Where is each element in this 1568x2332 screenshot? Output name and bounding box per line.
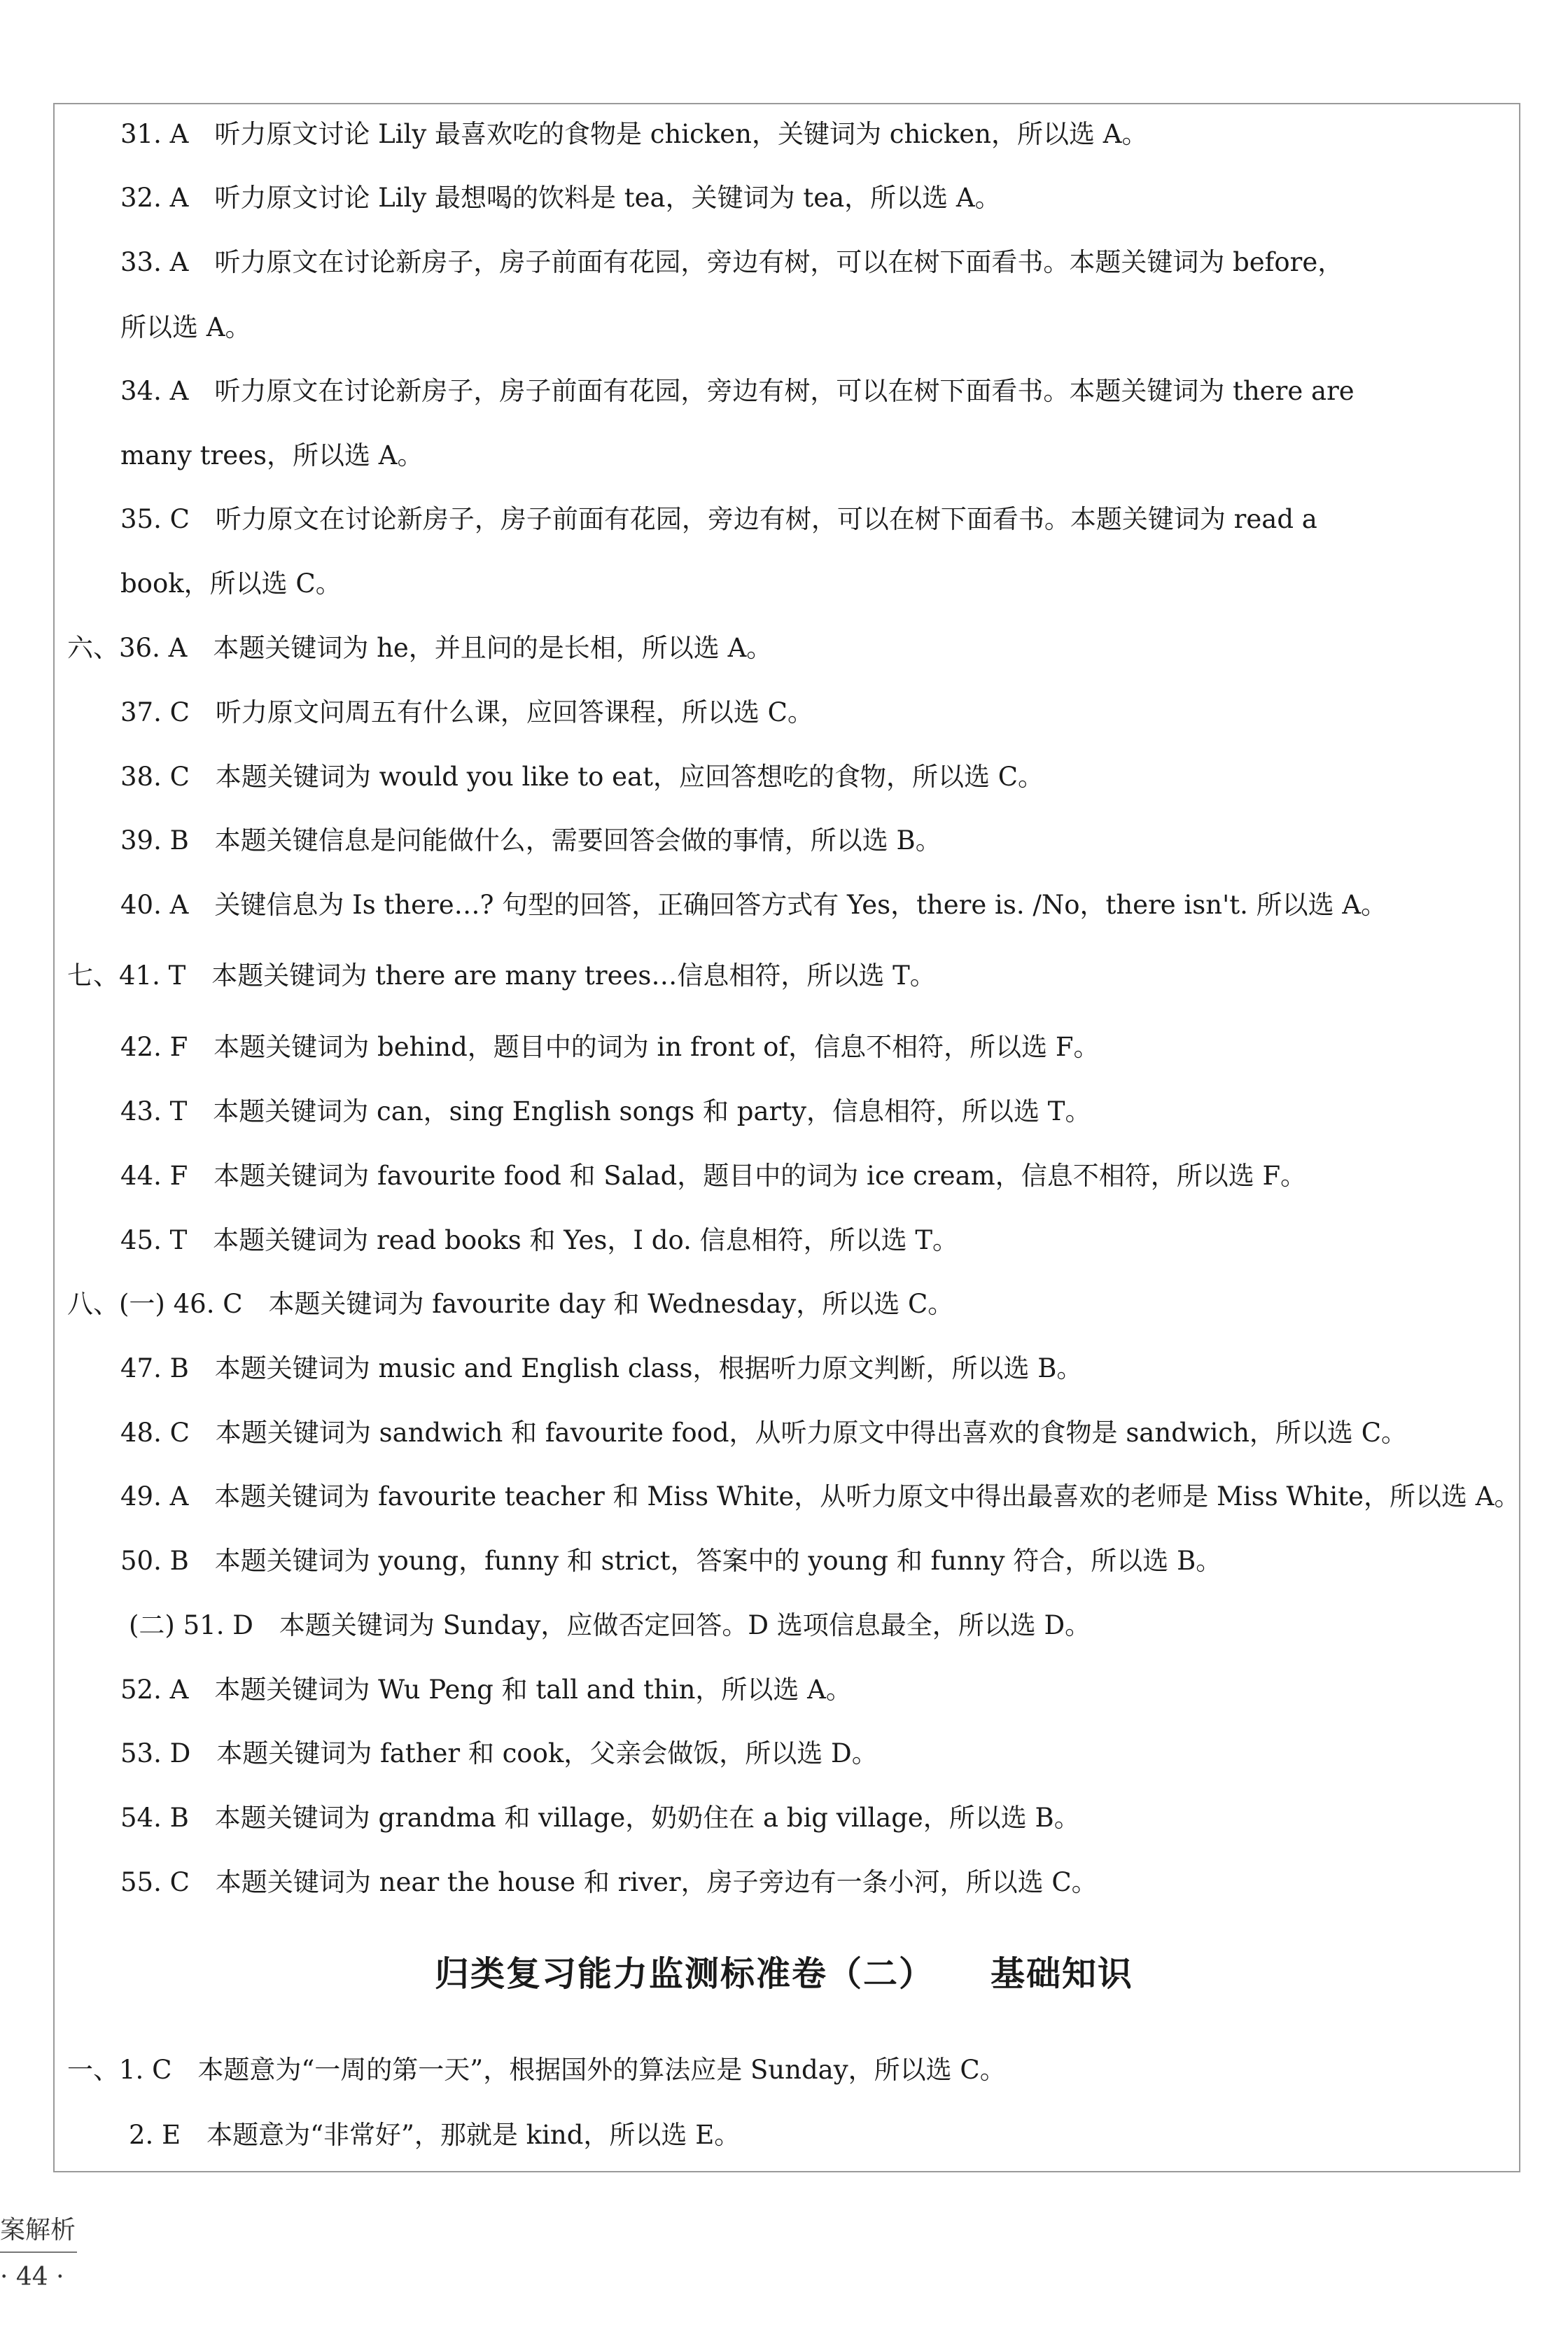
answer-34-cont: many trees，所以选 A。 — [120, 440, 424, 470]
answer-44: 44. F 本题关键词为 favourite food 和 Salad，题目中的词为 ice cream，信息不相符，所以选 F。 — [120, 1161, 1307, 1191]
content-frame — [53, 103, 1520, 2172]
answer-40: 40. A 关键信息为 Is there…? 句型的回答，正确回答方式有 Yes，there is. /No，there isn't. 所以选 A。 — [120, 890, 1387, 920]
answer-36: 六、36. A 本题关键词为 he，并且问的是长相，所以选 A。 — [67, 633, 773, 663]
answer-39: 39. B 本题关键信息是问能做什么，需要回答会做的事情，所以选 B。 — [120, 825, 941, 856]
page-number: · 44 · — [0, 2263, 64, 2291]
answer-45: 45. T 本题关键词为 read books 和 Yes，I do. 信息相符，所以选 T。 — [120, 1225, 959, 1255]
answer-33: 33. A 听力原文在讨论新房子，房子前面有花园，旁边有树，可以在树下面看书。本题关键词为 before， — [120, 247, 1344, 277]
answer-42: 42. F 本题关键词为 behind，题目中的词为 in front of，信息不相符，所以选 F。 — [120, 1032, 1100, 1062]
answer-41: 七、41. T 本题关键词为 there are many trees…信息相符，所以选 T。 — [67, 961, 936, 991]
answer-37: 37. C 听力原文问周五有什么课，应回答课程，所以选 C。 — [120, 697, 813, 727]
section-title-main: 归类复习能力监测标准卷（二） — [434, 1954, 934, 1994]
answer-38: 38. C 本题关键词为 would you like to eat，应回答想吃的食物，所以选 C。 — [120, 762, 1044, 792]
answer-43: 43. T 本题关键词为 can，sing English songs 和 party，信息相符，所以选 T。 — [120, 1096, 1091, 1126]
answer-46: 八、(一) 46. C 本题关键词为 favourite day 和 Wednesday，所以选 C。 — [67, 1289, 954, 1319]
answer-47: 47. B 本题关键词为 music and English class，根据听力原文判断，所以选 B。 — [120, 1353, 1083, 1383]
answer-49: 49. A 本题关键词为 favourite teacher 和 Miss White，从听力原文中得出最喜欢的老师是 Miss White，所以选 A。 — [120, 1481, 1520, 1511]
answer-35: 35. C 听力原文在讨论新房子，房子前面有花园，旁边有树，可以在树下面看书。本题关键词为 read a — [120, 504, 1317, 534]
answer-50: 50. B 本题关键词为 young，funny 和 strict，答案中的 young 和 funny 符合，所以选 B。 — [120, 1546, 1222, 1576]
answer-31: 31. A 听力原文讨论 Lily 最喜欢吃的食物是 chicken，关键词为 chicken，所以选 A。 — [120, 119, 1148, 149]
answer-2: 2. E 本题意为“非常好”，那就是 kind，所以选 E。 — [129, 2120, 741, 2150]
answer-53: 53. D 本题关键词为 father 和 cook，父亲会做饭，所以选 D。 — [120, 1738, 878, 1768]
answer-32: 32. A 听力原文讨论 Lily 最想喝的饮料是 tea，关键词为 tea，所以选 A。 — [120, 183, 1001, 213]
footer-section-label: 案解析 — [0, 2216, 76, 2244]
answer-51: (二) 51. D 本题关键词为 Sunday，应做否定回答。D 选项信息最全，所以选 D。 — [129, 1610, 1091, 1640]
answer-52: 52. A 本题关键词为 Wu Peng 和 tall and thin，所以选 A。 — [120, 1675, 852, 1705]
answer-54: 54. B 本题关键词为 grandma 和 village，奶奶住在 a big village，所以选 B。 — [120, 1803, 1080, 1833]
footer-rule — [0, 2251, 77, 2253]
section-title — [0, 1953, 1568, 1995]
answer-48: 48. C 本题关键词为 sandwich 和 favourite food，从听力原文中得出喜欢的食物是 sandwich，所以选 C。 — [120, 1418, 1408, 1448]
answer-34: 34. A 听力原文在讨论新房子，房子前面有花园，旁边有树，可以在树下面看书。本题关键词为 there are — [120, 376, 1354, 406]
answer-35-cont: book，所以选 C。 — [120, 568, 342, 599]
answer-55: 55. C 本题关键词为 near the house 和 river，房子旁边有一条小河，所以选 C。 — [120, 1867, 1098, 1897]
answer-1: 一、1. C 本题意为“一周的第一天”，根据国外的算法应是 Sunday，所以选 C。 — [67, 2055, 1006, 2085]
answer-33-cont: 所以选 A。 — [120, 312, 251, 342]
section-title-sub: 基础知识 — [990, 1954, 1134, 1994]
